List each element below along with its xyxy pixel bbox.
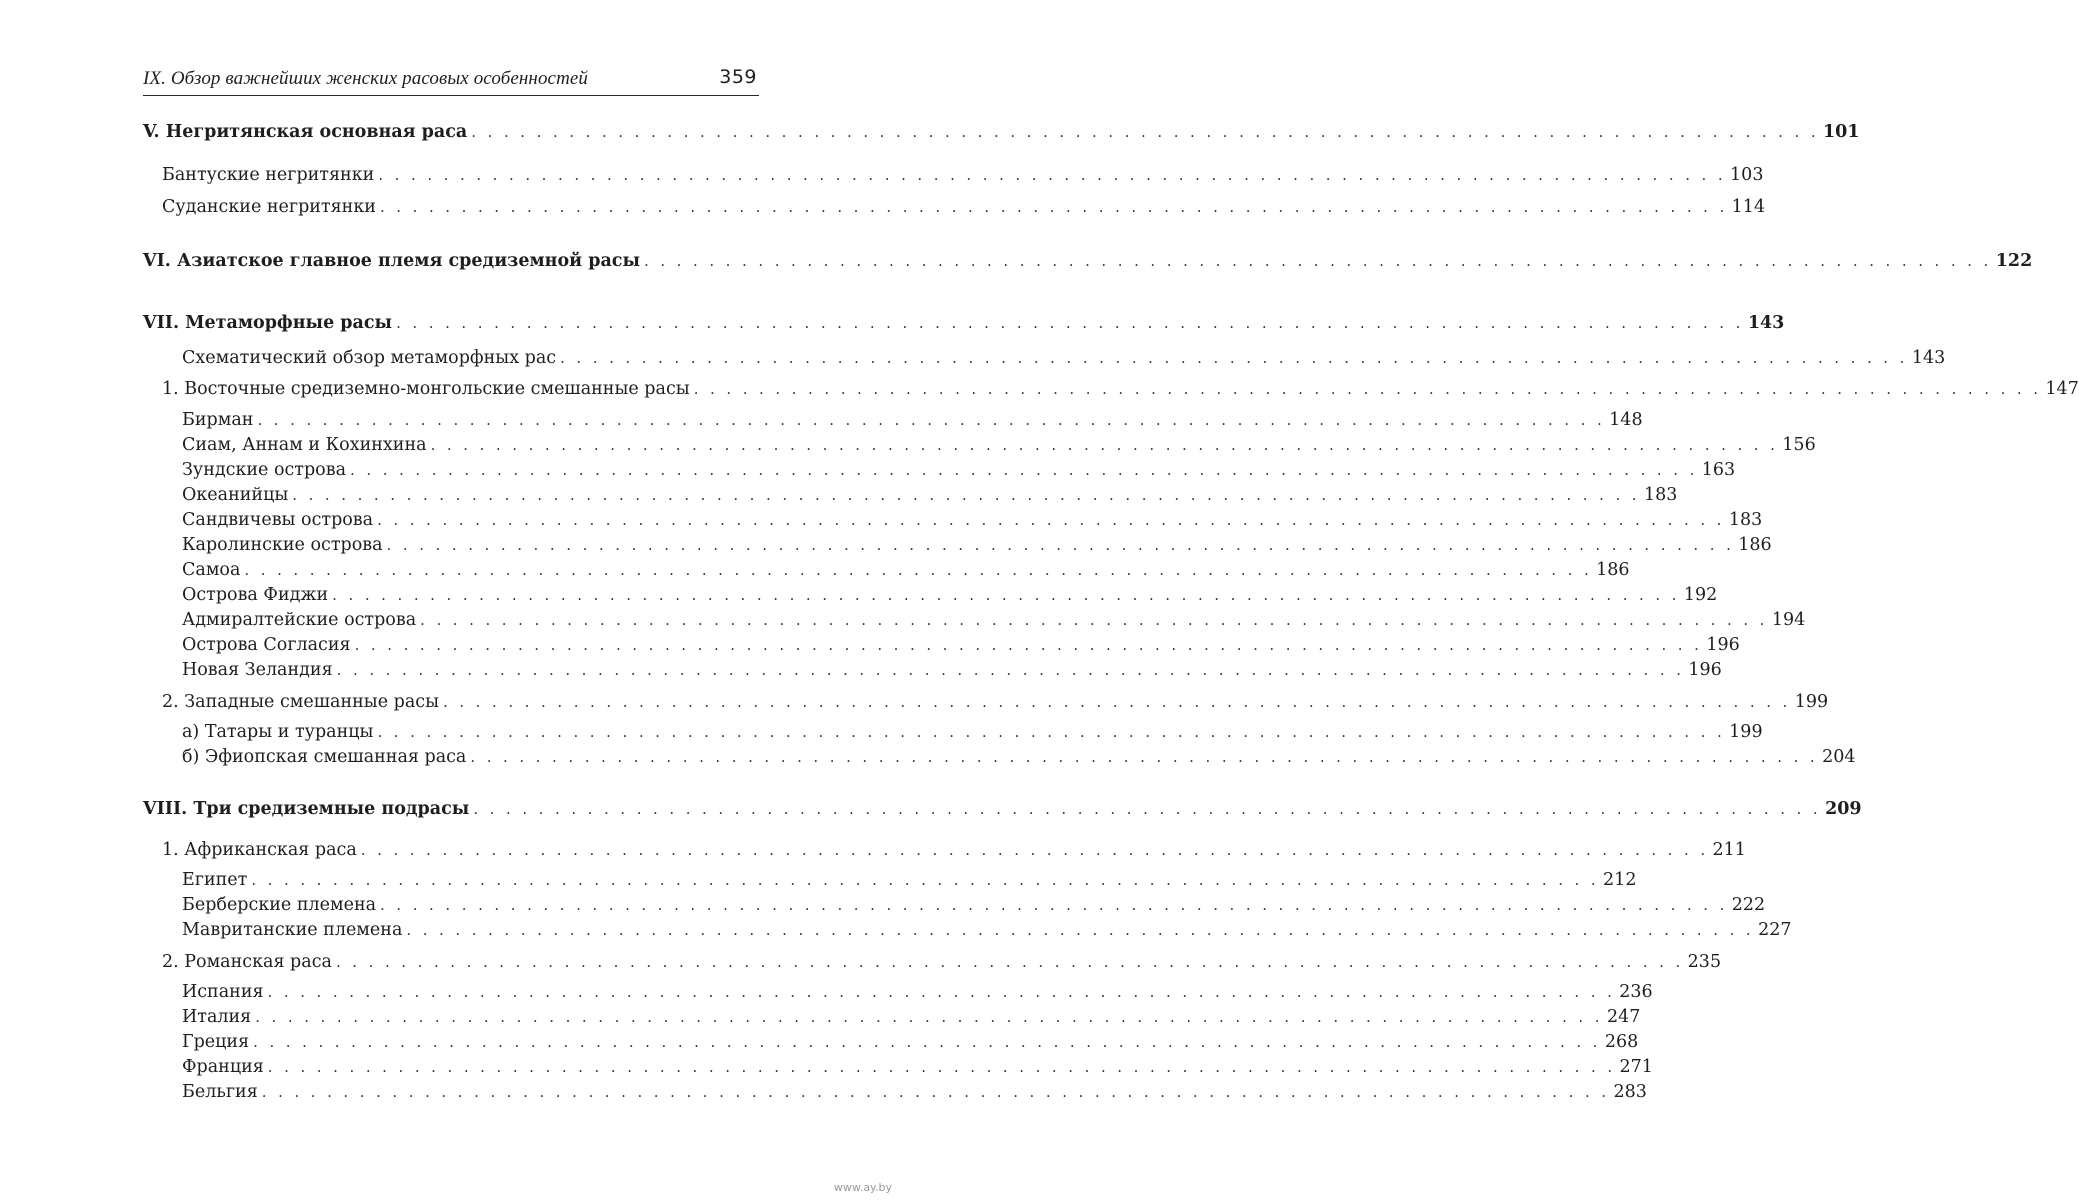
toc-entry-label: Сиам, Аннам и Кохинхина xyxy=(182,435,427,455)
toc-entry xyxy=(182,658,1722,682)
page-number: 359 xyxy=(719,66,757,88)
toc-entry xyxy=(182,633,1740,657)
toc-entry-page: 196 xyxy=(1688,660,1722,680)
toc-entry xyxy=(162,950,1722,974)
toc-entry xyxy=(182,1055,1653,1079)
toc-entry-label: Новая Зеландия xyxy=(182,660,333,680)
toc-entry-label: VI. Азиатское главное племя средиземной расы xyxy=(143,251,640,271)
dot-leader: . . . . . . . . . . . . . . . . . . . . . . . . . . . . . . . . . . . . . . . . . . . . . . . . . . . . . . . . . . . . . . . . . . . . . . . . . . . . . . . . . . . xyxy=(350,461,1698,479)
dot-leader: . . . . . . . . . . . . . . . . . . . . . . . . . . . . . . . . . . . . . . . . . . . . . . . . . . . . . . . . . . . . . . . . . . . . . . . . . . . . . . . . . . . xyxy=(377,511,1725,529)
toc-entry-label: Сандвичевы острова xyxy=(182,510,374,530)
toc-entry-page: 101 xyxy=(1823,122,1860,142)
dot-leader: . . . . . . . . . . . . . . . . . . . . . . . . . . . . . . . . . . . . . . . . . . . . . . . . . . . . . . . . . . . . . . . . . . . . . . . . . . . . . . . . . . . xyxy=(257,411,1606,429)
dot-leader: . . . . . . . . . . . . . . . . . . . . . . . . . . . . . . . . . . . . . . . . . . . . . . . . . . . . . . . . . . . . . . . . . . . . . . . . . . . . . . . . . . . xyxy=(335,953,1684,971)
toc-entry xyxy=(182,893,1766,917)
toc-entry xyxy=(182,408,1643,432)
toc-entry-label: V. Негритянская основная раса xyxy=(143,122,468,142)
toc-entry xyxy=(182,458,1736,482)
toc-entry xyxy=(182,918,1792,942)
dot-leader: . . . . . . . . . . . . . . . . . . . . . . . . . . . . . . . . . . . . . . . . . . . . . . . . . . . . . . . . . . . . . . . . . . . . . . . . . . . . . . . . . . . xyxy=(332,586,1680,604)
toc-entry xyxy=(162,163,1764,187)
toc-entry-label: Египет xyxy=(182,870,248,890)
toc-entry-page: 194 xyxy=(1771,610,1806,630)
toc-entry-label: Острова Согласия xyxy=(182,635,351,655)
toc-entry-page: 183 xyxy=(1728,510,1763,530)
toc-entry-label: Бантуские негритянки xyxy=(162,165,375,185)
running-title: IX. Обзор важнейших женских расовых особенностей xyxy=(143,68,589,89)
toc-entry-page: 143 xyxy=(1747,313,1785,333)
toc-entry-page: 212 xyxy=(1603,870,1637,890)
dot-leader: . . . . . . . . . . . . . . . . . . . . . . . . . . . . . . . . . . . . . . . . . . . . . . . . . . . . . . . . . . . . . . . . . . . . . . . . . . . . . . . . . . . xyxy=(336,661,1685,679)
dot-leader: . . . . . . . . . . . . . . . . . . . . . . . . . . . . . . . . . . . . . . . . . . . . . . . . . . . . . . . . . . . . . . . . . . . . . . . . . . . . . . . . . . . xyxy=(386,536,1735,554)
toc-entry-label: Берберские племена xyxy=(182,895,377,915)
toc-entry-page: 209 xyxy=(1825,799,1862,819)
dot-leader: . . . . . . . . . . . . . . . . . . . . . . . . . . . . . . . . . . . . . . . . . . . . . . . . . . . . . . . . . . . . . . . . . . . . . . . . . . . . . . . . . . . xyxy=(354,636,1703,654)
toc-entry-page: 103 xyxy=(1730,165,1764,185)
toc-entry-label: Бирман xyxy=(182,410,254,430)
toc-entry-page: 204 xyxy=(1822,747,1856,767)
dot-leader: . . . . . . . . . . . . . . . . . . . . . . . . . . . . . . . . . . . . . . . . . . . . . . . . . . . . . . . . . . . . . . . . . . . . . . . . . . . . . . . . . . . xyxy=(443,693,1791,711)
toc-entry-page: 143 xyxy=(1911,348,1946,368)
toc-entry-page: 122 xyxy=(1995,251,2033,271)
toc-entry xyxy=(182,608,1806,632)
toc-entry xyxy=(143,120,1860,144)
toc-entry xyxy=(143,797,1862,821)
toc-entry xyxy=(182,720,1763,744)
dot-leader: . . . . . . . . . . . . . . . . . . . . . . . . . . . . . . . . . . . . . . . . . . . . . . . . . . . . . . . . . . . . . . . . . . . . . . . . . . . . . . . . . . . xyxy=(693,380,2042,398)
dot-leader: . . . . . . . . . . . . . . . . . . . . . . . . . . . . . . . . . . . . . . . . . . . . . . . . . . . . . . . . . . . . . . . . . . . . . . . . . . . . . . . . . . . xyxy=(267,983,1616,1001)
toc-entry-label: VIII. Три средиземные подрасы xyxy=(143,799,470,819)
toc-entry xyxy=(162,195,1766,219)
toc-entry xyxy=(182,533,1772,557)
toc-entry-label: Бельгия xyxy=(182,1082,258,1102)
dot-leader: . . . . . . . . . . . . . . . . . . . . . . . . . . . . . . . . . . . . . . . . . . . . . . . . . . . . . . . . . . . . . . . . . . . . . . . . . . . . . . . . . . . xyxy=(473,800,1822,818)
toc-entry-label: Каролинские острова xyxy=(182,535,383,555)
toc-entry-label: б) Эфиопская смешанная раса xyxy=(182,747,467,767)
toc-entry xyxy=(182,483,1678,507)
dot-leader: . . . . . . . . . . . . . . . . . . . . . . . . . . . . . . . . . . . . . . . . . . . . . . . . . . . . . . . . . . . . . . . . . . . . . . . . . . . . . . . . . . . xyxy=(253,1033,1601,1051)
toc-entry-page: 196 xyxy=(1706,635,1740,655)
toc-entry-page: 183 xyxy=(1643,485,1678,505)
dot-leader: . . . . . . . . . . . . . . . . . . . . . . . . . . . . . . . . . . . . . . . . . . . . . . . . . . . . . . . . . . . . . . . . . . . . . . . . . . . . . . . . . . . xyxy=(379,198,1728,216)
toc-entry-page: 114 xyxy=(1731,197,1766,217)
toc-entry-page: 199 xyxy=(1794,692,1829,712)
toc-entry xyxy=(143,311,1785,335)
toc-entry-label: Зундские острова xyxy=(182,460,347,480)
toc-entry-page: 247 xyxy=(1606,1007,1641,1027)
dot-leader: . . . . . . . . . . . . . . . . . . . . . . . . . . . . . . . . . . . . . . . . . . . . . . . . . . . . . . . . . . . . . . . . . . . . . . . . . . . . . . . . . . . xyxy=(396,314,1744,332)
dot-leader: . . . . . . . . . . . . . . . . . . . . . . . . . . . . . . . . . . . . . . . . . . . . . . . . . . . . . . . . . . . . . . . . . . . . . . . . . . . . . . . . . . . xyxy=(471,123,1819,141)
toc-entry xyxy=(143,249,2033,273)
toc-entry xyxy=(182,980,1653,1004)
toc-entry xyxy=(182,745,1856,769)
toc-entry-label: Испания xyxy=(182,982,264,1002)
dot-leader: . . . . . . . . . . . . . . . . . . . . . . . . . . . . . . . . . . . . . . . . . . . . . . . . . . . . . . . . . . . . . . . . . . . . . . . . . . . . . . . . . . . xyxy=(406,921,1755,939)
toc-entry-label: Италия xyxy=(182,1007,252,1027)
toc-entry-label: 1. Африканская раса xyxy=(162,840,357,860)
toc-entry xyxy=(182,508,1763,532)
toc-entry-page: 199 xyxy=(1729,722,1763,742)
toc-entry-label: Схематический обзор метаморфных рас xyxy=(182,348,557,368)
dot-leader: . . . . . . . . . . . . . . . . . . . . . . . . . . . . . . . . . . . . . . . . . . . . . . . . . . . . . . . . . . . . . . . . . . . . . . . . . . . . . . . . . . . xyxy=(380,896,1728,914)
toc-entry xyxy=(182,1005,1641,1029)
dot-leader: . . . . . . . . . . . . . . . . . . . . . . . . . . . . . . . . . . . . . . . . . . . . . . . . . . . . . . . . . . . . . . . . . . . . . . . . . . . . . . . . . . . xyxy=(267,1058,1616,1076)
toc-entry-label: Острова Фиджи xyxy=(182,585,329,605)
toc-entry-page: 192 xyxy=(1683,585,1718,605)
toc-entry-label: 2. Западные смешанные расы xyxy=(162,692,439,712)
toc-entry-page: 235 xyxy=(1687,952,1722,972)
dot-leader: . . . . . . . . . . . . . . . . . . . . . . . . . . . . . . . . . . . . . . . . . . . . . . . . . . . . . . . . . . . . . . . . . . . . . . . . . . . . . . . . . . . xyxy=(644,252,1992,270)
dot-leader: . . . . . . . . . . . . . . . . . . . . . . . . . . . . . . . . . . . . . . . . . . . . . . . . . . . . . . . . . . . . . . . . . . . . . . . . . . . . . . . . . . . xyxy=(251,871,1600,889)
toc-entry-page: 163 xyxy=(1701,460,1736,480)
dot-leader: . . . . . . . . . . . . . . . . . . . . . . . . . . . . . . . . . . . . . . . . . . . . . . . . . . . . . . . . . . . . . . . . . . . . . . . . . . . . . . . . . . . xyxy=(255,1008,1603,1026)
toc-entry-page: 148 xyxy=(1609,410,1643,430)
toc-entry-label: 1. Восточные средиземно-монгольские смешанные расы xyxy=(162,379,690,399)
dot-leader: . . . . . . . . . . . . . . . . . . . . . . . . . . . . . . . . . . . . . . . . . . . . . . . . . . . . . . . . . . . . . . . . . . . . . . . . . . . . . . . . . . . xyxy=(261,1083,1610,1101)
toc-entry xyxy=(182,558,1630,582)
toc-entry-page: 186 xyxy=(1596,560,1630,580)
toc-entry xyxy=(162,838,1746,862)
toc-entry-label: VII. Метаморфные расы xyxy=(143,313,393,333)
toc-entry-page: 271 xyxy=(1619,1057,1653,1077)
dot-leader: . . . . . . . . . . . . . . . . . . . . . . . . . . . . . . . . . . . . . . . . . . . . . . . . . . . . . . . . . . . . . . . . . . . . . . . . . . . . . . . . . . . xyxy=(292,486,1640,504)
toc-entry xyxy=(182,1030,1639,1054)
toc-entry-page: 222 xyxy=(1731,895,1766,915)
toc-entry xyxy=(182,868,1637,892)
toc-entry-label: а) Татары и туранцы xyxy=(182,722,374,742)
dot-leader: . . . . . . . . . . . . . . . . . . . . . . . . . . . . . . . . . . . . . . . . . . . . . . . . . . . . . . . . . . . . . . . . . . . . . . . . . . . . . . . . . . . xyxy=(377,723,1726,741)
dot-leader: . . . . . . . . . . . . . . . . . . . . . . . . . . . . . . . . . . . . . . . . . . . . . . . . . . . . . . . . . . . . . . . . . . . . . . . . . . . . . . . . . . . xyxy=(420,611,1768,629)
toc-entry-page: 147 xyxy=(2045,379,2079,399)
dot-leader: . . . . . . . . . . . . . . . . . . . . . . . . . . . . . . . . . . . . . . . . . . . . . . . . . . . . . . . . . . . . . . . . . . . . . . . . . . . . . . . . . . . xyxy=(378,166,1727,184)
toc-entry-label: Адмиралтейские острова xyxy=(182,610,417,630)
toc-entry-label: Океанийцы xyxy=(182,485,289,505)
toc-entry-page: 156 xyxy=(1782,435,1816,455)
toc-entry xyxy=(182,346,1946,370)
dot-leader: . . . . . . . . . . . . . . . . . . . . . . . . . . . . . . . . . . . . . . . . . . . . . . . . . . . . . . . . . . . . . . . . . . . . . . . . . . . . . . . . . . . xyxy=(470,748,1819,766)
toc-entry-page: 268 xyxy=(1604,1032,1639,1052)
toc-entry-page: 283 xyxy=(1613,1082,1647,1102)
watermark: www.ay.by xyxy=(833,1181,892,1194)
dot-leader: . . . . . . . . . . . . . . . . . . . . . . . . . . . . . . . . . . . . . . . . . . . . . . . . . . . . . . . . . . . . . . . . . . . . . . . . . . . . . . . . . . . xyxy=(560,349,1908,367)
toc-entry-label: Мавританские племена xyxy=(182,920,403,940)
toc-entry-label: Суданские негритянки xyxy=(162,197,376,217)
toc-entry-page: 186 xyxy=(1738,535,1772,555)
toc-entry xyxy=(182,433,1816,457)
toc-entry-label: 2. Романская раса xyxy=(162,952,332,972)
toc-entry xyxy=(182,1080,1647,1104)
toc-entry xyxy=(182,583,1718,607)
toc-entry-page: 236 xyxy=(1619,982,1653,1002)
toc-entry-label: Самоа xyxy=(182,560,241,580)
dot-leader: . . . . . . . . . . . . . . . . . . . . . . . . . . . . . . . . . . . . . . . . . . . . . . . . . . . . . . . . . . . . . . . . . . . . . . . . . . . . . . . . . . . xyxy=(430,436,1779,454)
toc-entry-label: Франция xyxy=(182,1057,264,1077)
toc-entry xyxy=(162,377,2079,401)
toc-entry-label: Греция xyxy=(182,1032,250,1052)
toc-entry-page: 211 xyxy=(1712,840,1746,860)
dot-leader: . . . . . . . . . . . . . . . . . . . . . . . . . . . . . . . . . . . . . . . . . . . . . . . . . . . . . . . . . . . . . . . . . . . . . . . . . . . . . . . . . . . xyxy=(244,561,1593,579)
toc-entry xyxy=(162,690,1829,714)
dot-leader: . . . . . . . . . . . . . . . . . . . . . . . . . . . . . . . . . . . . . . . . . . . . . . . . . . . . . . . . . . . . . . . . . . . . . . . . . . . . . . . . . . . xyxy=(360,841,1709,859)
toc-entry-page: 227 xyxy=(1758,920,1792,940)
